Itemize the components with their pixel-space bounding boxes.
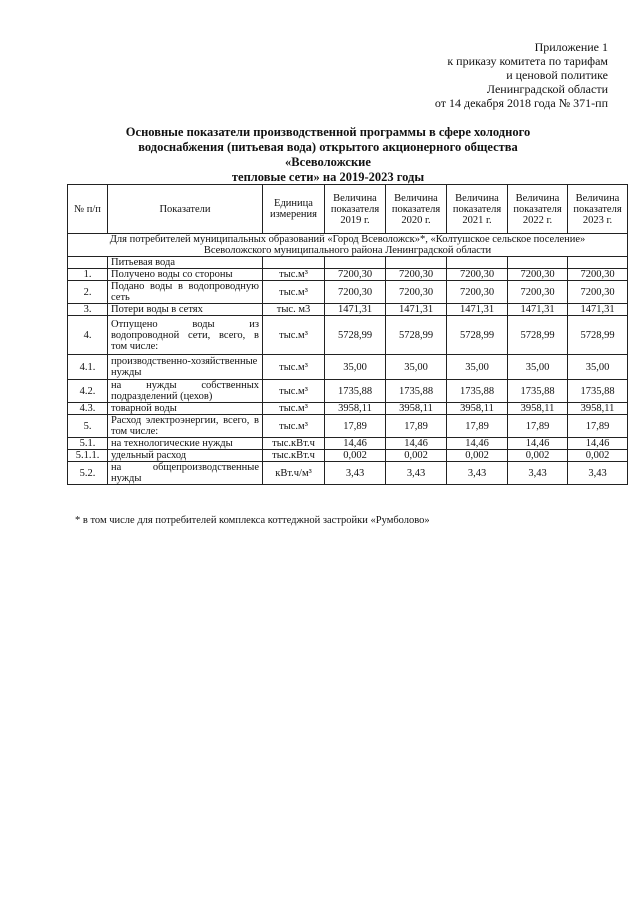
table-row <box>68 403 628 415</box>
indicator-name: производственно-хозяйственные нужды <box>108 355 263 380</box>
value-cell: 1471,31 <box>325 304 386 316</box>
unit-cell: тыс.м³ <box>263 316 325 355</box>
table-row <box>68 355 628 380</box>
section-label: Питьевая вода <box>108 257 263 269</box>
value-cell: 3958,11 <box>568 403 628 415</box>
value-cell: 0,002 <box>568 450 628 462</box>
appendix-line: Ленинградской области <box>486 82 608 96</box>
consumers-cell <box>68 234 628 257</box>
unit-cell: тыс.м³ <box>263 403 325 415</box>
table-row <box>68 462 628 485</box>
table-row <box>68 269 628 281</box>
header-2019: Величина показателя 2019 г. <box>325 185 386 234</box>
value-cell: 3,43 <box>386 462 447 485</box>
value-cell: 7200,30 <box>325 269 386 281</box>
appendix-line: Приложение 1 <box>534 40 608 54</box>
row-number: 4. <box>68 316 108 355</box>
value-cell: 7200,30 <box>447 269 508 281</box>
row-number: 1. <box>68 269 108 281</box>
value-cell: 1471,31 <box>568 304 628 316</box>
value-cell: 14,46 <box>386 438 447 450</box>
empty-cell <box>568 257 628 269</box>
indicators-table <box>67 184 628 485</box>
value-cell: 17,89 <box>508 415 568 438</box>
value-cell: 35,00 <box>568 355 628 380</box>
value-cell: 3,43 <box>447 462 508 485</box>
row-number: 3. <box>68 304 108 316</box>
value-cell: 3,43 <box>568 462 628 485</box>
value-cell: 17,89 <box>447 415 508 438</box>
value-cell: 3958,11 <box>325 403 386 415</box>
value-cell: 3,43 <box>508 462 568 485</box>
indicator-name: на технологические нужды <box>108 438 263 450</box>
header-2022: Величина показателя 2022 г. <box>508 185 568 234</box>
appendix-line: от 14 декабря 2018 года № 371-пп <box>434 96 608 110</box>
value-cell: 1735,88 <box>447 380 508 403</box>
value-cell: 1471,31 <box>386 304 447 316</box>
value-cell: 5728,99 <box>447 316 508 355</box>
document-title <box>118 125 538 185</box>
unit-cell: тыс. м3 <box>263 304 325 316</box>
value-cell: 35,00 <box>508 355 568 380</box>
title-line: Основные показатели производственной программы в сфере холодного <box>125 125 531 139</box>
value-cell: 7200,30 <box>325 281 386 304</box>
empty-cell <box>508 257 568 269</box>
row-number: 5.2. <box>68 462 108 485</box>
consumers-row <box>68 234 628 257</box>
indicator-name: товарной воды <box>108 403 263 415</box>
unit-cell: тыс.м³ <box>263 415 325 438</box>
indicator-name: на нужды собственных подразделений (цехов) <box>108 380 263 403</box>
indicator-name: Подано воды в водопроводную сеть <box>108 281 263 304</box>
value-cell: 1735,88 <box>325 380 386 403</box>
consumers-line: Для потребителей муниципальных образований «Город Всеволожск»*, «Колтушское сельское поселение» <box>109 234 586 245</box>
header-num: № п/п <box>68 185 108 234</box>
value-cell: 14,46 <box>508 438 568 450</box>
indicator-name: Расход электроэнергии, всего, в том числе: <box>108 415 263 438</box>
unit-cell: кВт.ч/м³ <box>263 462 325 485</box>
value-cell: 14,46 <box>325 438 386 450</box>
header-2020: Величина показателя 2020 г. <box>386 185 447 234</box>
indicator-name: на общепроизводственные нужды <box>108 462 263 485</box>
empty-cell <box>263 257 325 269</box>
value-cell: 0,002 <box>508 450 568 462</box>
consumers-line: Всеволожского муниципального района Ленинградской области <box>203 245 492 256</box>
value-cell: 7200,30 <box>386 281 447 304</box>
value-cell: 14,46 <box>568 438 628 450</box>
value-cell: 3958,11 <box>386 403 447 415</box>
table-row <box>68 438 628 450</box>
value-cell: 14,46 <box>447 438 508 450</box>
empty-cell <box>325 257 386 269</box>
value-cell: 5728,99 <box>386 316 447 355</box>
value-cell: 7200,30 <box>568 269 628 281</box>
value-cell: 5728,99 <box>325 316 386 355</box>
row-number: 4.3. <box>68 403 108 415</box>
indicator-name: Отпущено воды из водопроводной сети, всего, в том числе: <box>108 316 263 355</box>
value-cell: 35,00 <box>325 355 386 380</box>
unit-cell: тыс.кВт.ч <box>263 450 325 462</box>
title-line: тепловые сети» на 2019-2023 годы <box>231 170 425 184</box>
header-unit: Единица измерения <box>263 185 325 234</box>
value-cell: 17,89 <box>568 415 628 438</box>
indicator-name: удельный расход <box>108 450 263 462</box>
row-number: 5.1. <box>68 438 108 450</box>
row-number: 4.1. <box>68 355 108 380</box>
value-cell: 7200,30 <box>508 281 568 304</box>
row-number: 4.2. <box>68 380 108 403</box>
header-2021: Величина показателя 2021 г. <box>447 185 508 234</box>
appendix-line: к приказу комитета по тарифам <box>447 54 608 68</box>
value-cell: 7200,30 <box>568 281 628 304</box>
value-cell: 0,002 <box>447 450 508 462</box>
row-number: 2. <box>68 281 108 304</box>
unit-cell: тыс.м³ <box>263 281 325 304</box>
value-cell: 1735,88 <box>386 380 447 403</box>
footnote: * в том числе для потребителей комплекса коттеджной застройки «Румболово» <box>75 515 430 526</box>
value-cell: 7200,30 <box>508 269 568 281</box>
value-cell: 35,00 <box>447 355 508 380</box>
value-cell: 0,002 <box>325 450 386 462</box>
header-indicator: Показатели <box>108 185 263 234</box>
appendix-header <box>348 40 608 110</box>
title-line: водоснабжения (питьевая вода) открытого акционерного общества «Всеволожские <box>138 140 518 169</box>
header-2023: Величина показателя 2023 г. <box>568 185 628 234</box>
indicator-name: Получено воды со стороны <box>108 269 263 281</box>
value-cell: 3958,11 <box>447 403 508 415</box>
table-row <box>68 450 628 462</box>
empty-cell <box>447 257 508 269</box>
value-cell: 1735,88 <box>508 380 568 403</box>
unit-cell: тыс.м³ <box>263 355 325 380</box>
value-cell: 1471,31 <box>447 304 508 316</box>
table-row <box>68 415 628 438</box>
table-row <box>68 281 628 304</box>
value-cell: 35,00 <box>386 355 447 380</box>
empty-cell <box>386 257 447 269</box>
value-cell: 1471,31 <box>508 304 568 316</box>
value-cell: 7200,30 <box>386 269 447 281</box>
table-row <box>68 316 628 355</box>
value-cell: 1735,88 <box>568 380 628 403</box>
value-cell: 5728,99 <box>568 316 628 355</box>
value-cell: 5728,99 <box>508 316 568 355</box>
value-cell: 17,89 <box>386 415 447 438</box>
unit-cell: тыс.м³ <box>263 380 325 403</box>
unit-cell: тыс.кВт.ч <box>263 438 325 450</box>
row-number: 5. <box>68 415 108 438</box>
table-header-row <box>68 185 628 234</box>
value-cell: 3958,11 <box>508 403 568 415</box>
unit-cell: тыс.м³ <box>263 269 325 281</box>
table-row <box>68 304 628 316</box>
value-cell: 7200,30 <box>447 281 508 304</box>
section-row <box>68 257 628 269</box>
value-cell: 17,89 <box>325 415 386 438</box>
indicator-name: Потери воды в сетях <box>108 304 263 316</box>
row-number: 5.1.1. <box>68 450 108 462</box>
table-row <box>68 380 628 403</box>
section-num-cell <box>68 257 108 269</box>
value-cell: 0,002 <box>386 450 447 462</box>
appendix-line: и ценовой политике <box>506 68 608 82</box>
value-cell: 3,43 <box>325 462 386 485</box>
